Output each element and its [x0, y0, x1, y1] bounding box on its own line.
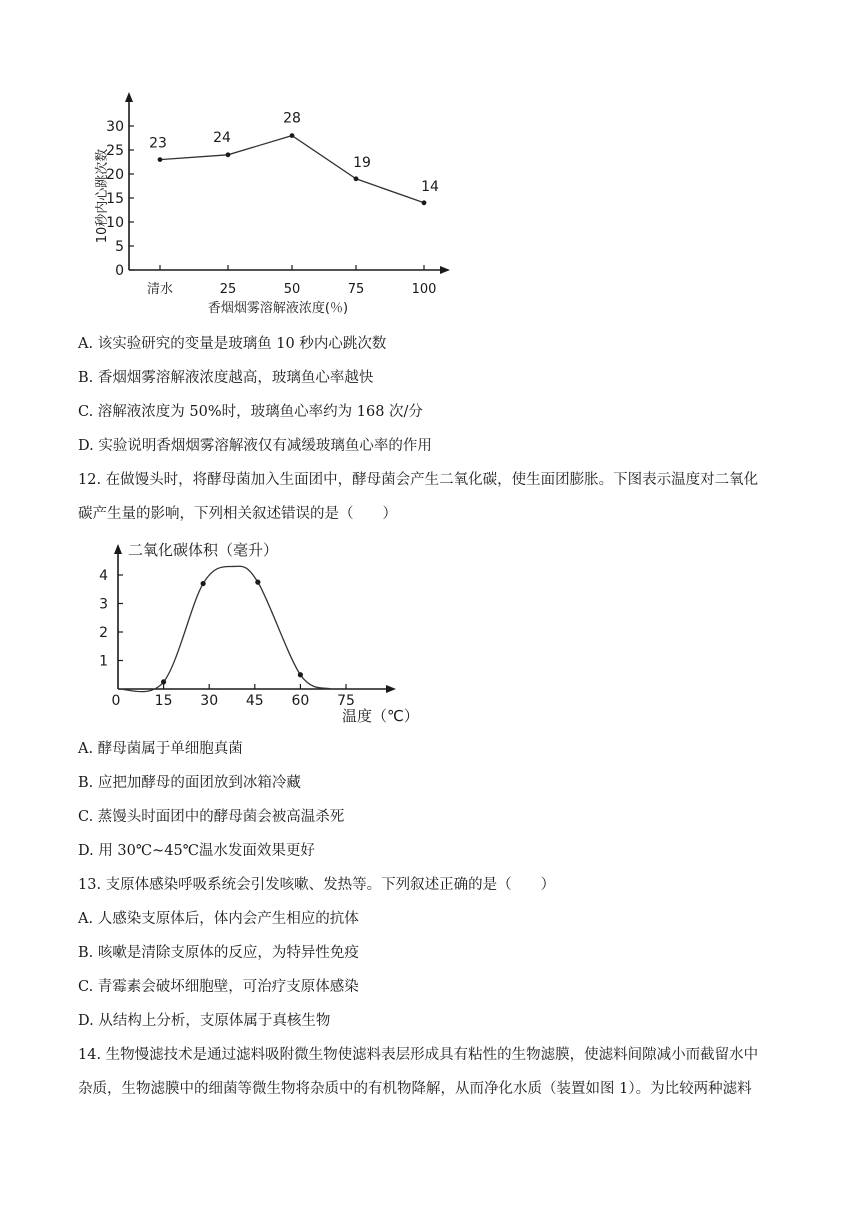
co2-temperature-chart [0, 530, 860, 730]
heart-rate-series-line [160, 136, 424, 203]
data-point [158, 157, 163, 162]
co2-y-axis-arrow-icon [114, 544, 122, 554]
co2-x-tick-label: 75 [337, 693, 355, 709]
q12-stem-line2: 碳产生量的影响，下列相关叙述错误的是（ ） [78, 506, 397, 522]
q12-option-a: A. 酵母菌属于单细胞真菌 [78, 741, 243, 757]
co2-y-tick-label: 4 [99, 568, 108, 584]
x-axis-arrow-icon [440, 266, 450, 274]
data-label: 14 [421, 178, 439, 195]
y-tick-label: 15 [106, 191, 124, 207]
q14-stem-line2: 杂质，生物滤膜中的细菌等微生物将杂质中的有机物降解，从而净化水质（装置如图 1）。为比较两种滤料 [78, 1081, 752, 1097]
data-label: 24 [213, 129, 231, 146]
q12-option-c: C. 蒸馒头时面团中的酵母菌会被高温杀死 [78, 809, 345, 825]
x-tick-label: 清水 [146, 282, 174, 297]
q11-option-a: A. 该实验研究的变量是玻璃鱼 10 秒内心跳次数 [78, 336, 387, 352]
co2-x-tick-label: 0 [111, 693, 121, 709]
data-point [422, 200, 427, 205]
co2-x-axis-arrow-icon [386, 685, 396, 693]
q12-option-d: D. 用 30℃~45℃温水发面效果更好 [78, 843, 315, 859]
q12-stem-line1: 12. 在做馒头时，将酵母菌加入生面团中，酵母菌会产生二氧化碳，使生面团膨胀。下图表示温度对二氧化 [78, 472, 759, 488]
heart-rate-chart [0, 0, 860, 330]
y-tick-label: 5 [115, 239, 124, 255]
co2-data-point [201, 581, 206, 586]
co2-x-tick-label: 45 [245, 693, 264, 709]
x-tick-label: 25 [219, 282, 237, 297]
q13-option-b: B. 咳嗽是清除支原体的反应，为特异性免疫 [78, 945, 359, 961]
x-axis-label: 香烟烟雾溶解液浓度(％) [207, 301, 349, 316]
q14-stem-line1: 14. 生物慢滤技术是通过滤料吸附微生物使滤料表层形成具有粘性的生物滤膜，使滤料间隙减小而截留水中 [78, 1047, 759, 1063]
y-axis-label: 10秒内心跳次数 [95, 148, 110, 244]
co2-y-tick-label: 3 [99, 596, 108, 613]
q13-option-c: C. 青霉素会破坏细胞壁，可治疗支原体感染 [78, 979, 359, 995]
x-tick-label: 100 [411, 282, 437, 297]
q13-option-a: A. 人感染支原体后，体内会产生相应的抗体 [78, 911, 359, 927]
q13-stem: 13. 支原体感染呼吸系统会引发咳嗽、发热等。下列叙述正确的是（ ） [78, 877, 556, 893]
y-tick-label: 0 [115, 263, 124, 279]
data-point [290, 133, 295, 138]
x-tick-label: 50 [283, 282, 301, 297]
co2-x-tick-label: 30 [200, 693, 219, 709]
co2-data-point [298, 672, 303, 677]
q13-option-d: D. 从结构上分析，支原体属于真核生物 [78, 1013, 331, 1029]
data-point [226, 152, 231, 157]
co2-data-point [255, 580, 260, 585]
y-tick-label: 20 [106, 167, 124, 183]
q11-option-b: B. 香烟烟雾溶解液浓度越高，玻璃鱼心率越快 [78, 370, 374, 386]
co2-y-axis-label: 二氧化碳体积（毫升） [128, 541, 279, 559]
co2-x-tick-label: 15 [154, 693, 173, 709]
y-tick-label: 10 [106, 215, 124, 231]
q11-option-c: C. 溶解液浓度为 50%时，玻璃鱼心率约为 168 次/分 [78, 404, 423, 420]
data-label: 19 [353, 154, 371, 171]
y-tick-label: 30 [106, 119, 124, 135]
data-label: 23 [149, 135, 167, 152]
y-axis-arrow-icon [125, 92, 133, 102]
co2-data-point [161, 679, 166, 684]
co2-chart-axes [114, 544, 396, 693]
co2-x-axis-label: 温度（℃） [342, 707, 419, 725]
data-point [354, 176, 359, 181]
q11-option-d: D. 实验说明香烟烟雾溶解液仅有减缓玻璃鱼心率的作用 [78, 438, 432, 454]
data-label: 28 [283, 110, 301, 127]
q12-option-b: B. 应把加酵母的面团放到冰箱冷藏 [78, 775, 301, 791]
co2-y-tick-label: 2 [99, 625, 108, 641]
co2-x-tick-label: 60 [291, 693, 310, 709]
y-tick-label: 25 [106, 143, 124, 159]
x-tick-label: 75 [347, 282, 365, 297]
co2-y-tick-label: 1 [99, 653, 108, 670]
